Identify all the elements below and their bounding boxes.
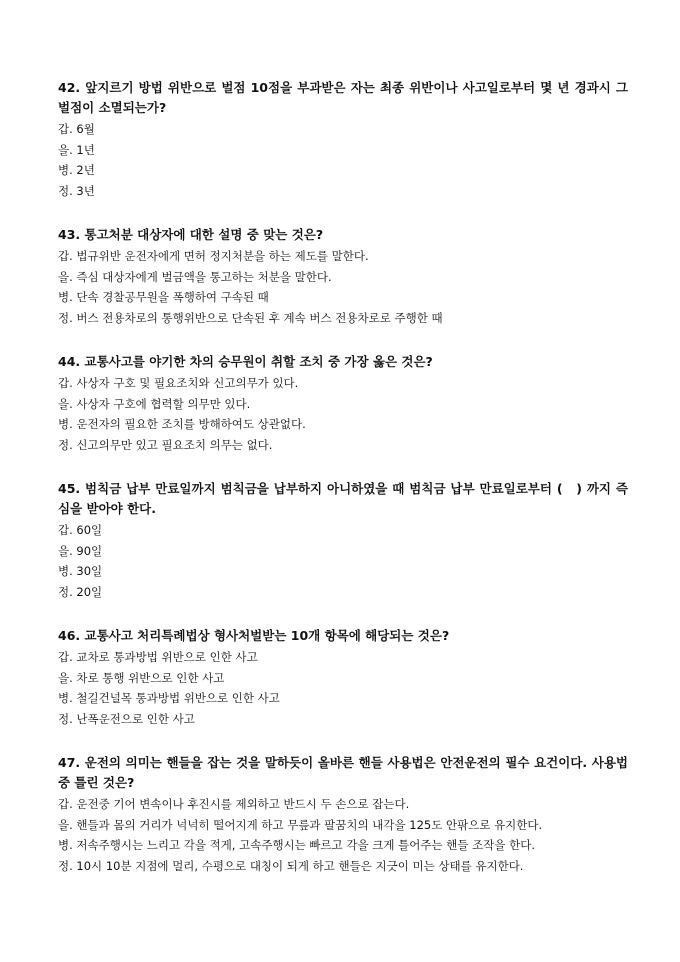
option-c: 병. 운전자의 필요한 조치를 방해하여도 상관없다. <box>58 417 306 431</box>
option-d: 정. 버스 전용차로의 통행위반으로 단속된 후 계속 버스 전용차로로 주행한 때 <box>58 310 443 325</box>
question-45 <box>58 479 628 602</box>
option-c: 병. 저속주행시는 느리고 각을 적게, 고속주행시는 빠르고 각을 크게 틀어주는 핸들 조작을 한다. <box>58 838 535 852</box>
option-b: 을. 핸들과 몸의 거리가 넉넉히 떨어지게 하고 무릎과 팔꿈치의 내각을 125도 안팎으로 유지한다. <box>58 817 543 832</box>
option-d: 정. 난폭운전으로 인한 사고 <box>58 711 195 726</box>
option-d: 정. 신고의무만 있고 필요조치 의무는 없다. <box>58 437 273 452</box>
question-46 <box>58 626 628 729</box>
option-b: 을. 90일 <box>58 543 103 558</box>
option-d: 정. 20일 <box>58 584 103 599</box>
question-43 <box>58 225 628 328</box>
question-title: 45. 범칙금 납부 만료일까지 범칙금을 납부하지 아니하였을 때 범칙금 납부 만료일로부터 ( ) 까지 즉심을 받아야 한다. <box>58 481 628 516</box>
question-title: 44. 교통사고를 야기한 차의 승무원이 취할 조치 중 가장 옳은 것은? <box>58 354 433 369</box>
option-b: 을. 즉심 대상자에게 벌금액을 통고하는 처분을 말한다. <box>58 269 332 284</box>
question-47 <box>58 753 628 876</box>
option-b: 을. 차로 통행 위반으로 인한 사고 <box>58 670 225 685</box>
question-title: 46. 교통사고 처리특례법상 형사처벌받는 10개 항목에 해당되는 것은? <box>58 628 450 643</box>
option-d: 정. 3년 <box>58 183 95 198</box>
question-42 <box>58 78 628 201</box>
option-a: 갑. 운전중 기어 변속이나 후진시를 제외하고 반드시 두 손으로 잡는다. <box>58 797 410 811</box>
option-a: 갑. 60일 <box>58 523 103 537</box>
question-title: 47. 운전의 의미는 핸들을 잡는 것을 말하듯이 올바른 핸들 사용법은 안전운전의 필수 요건이다. 사용법 중 틀린 것은? <box>58 755 628 790</box>
option-a: 갑. 법규위반 운전자에게 면허 정지처분을 하는 제도를 말한다. <box>58 249 369 263</box>
option-c: 병. 2년 <box>58 163 95 177</box>
option-c: 병. 30일 <box>58 564 103 578</box>
option-c: 병. 단속 경찰공무원을 폭행하여 구속된 때 <box>58 290 269 304</box>
option-d: 정. 10시 10분 지점에 멀리, 수평으로 대칭이 되게 하고 핸들은 지긋이 미는 상태를 유지한다. <box>58 858 524 873</box>
option-c: 병. 철길건널목 통과방법 위반으로 인한 사고 <box>58 691 280 705</box>
option-a: 갑. 교차로 통과방법 위반으로 인한 사고 <box>58 650 258 664</box>
question-44 <box>58 352 628 455</box>
option-b: 을. 1년 <box>58 142 95 157</box>
question-title: 43. 통고처분 대상자에 대한 설명 중 맞는 것은? <box>58 227 324 242</box>
question-title: 42. 앞지르기 방법 위반으로 벌점 10점을 부과받은 자는 최종 위반이나 사고일로부터 몇 년 경과시 그 벌점이 소멸되는가? <box>58 80 628 115</box>
option-a: 갑. 사상자 구호 및 필요조치와 신고의무가 있다. <box>58 376 299 390</box>
option-a: 갑. 6월 <box>58 122 95 136</box>
option-b: 을. 사상자 구호에 협력할 의무만 있다. <box>58 396 251 411</box>
